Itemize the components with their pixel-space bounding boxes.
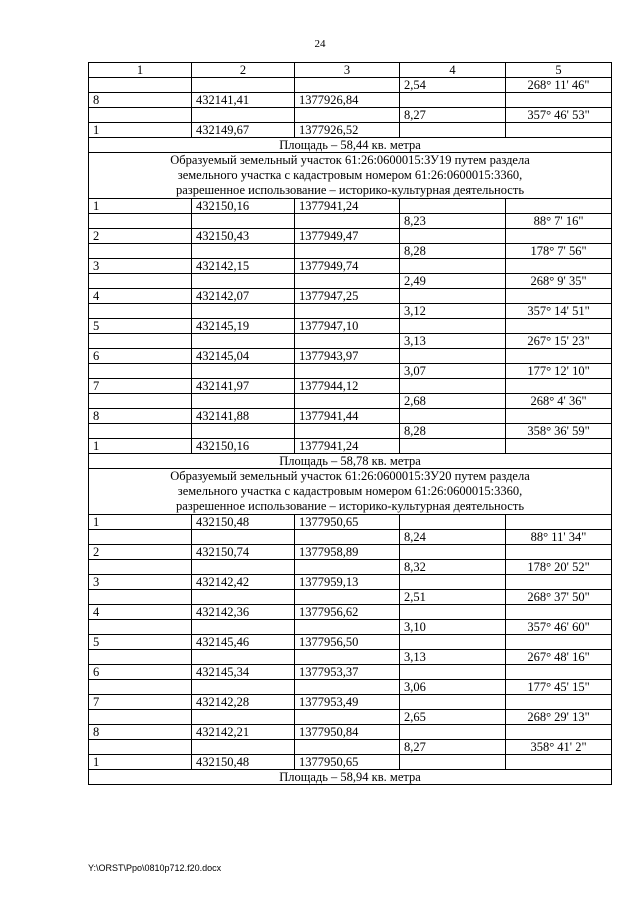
empty-cell xyxy=(89,740,192,755)
empty-cell xyxy=(400,289,506,304)
empty-cell xyxy=(400,605,506,620)
empty-cell xyxy=(89,650,192,665)
description-line: земельного участка с кадастровым номером 61:26:0600015:3360, xyxy=(177,168,523,182)
direction-angle: 88° 11' 34" xyxy=(506,530,612,545)
point-number: 1 xyxy=(89,755,192,770)
empty-cell xyxy=(295,304,400,319)
segment-row xyxy=(89,680,612,695)
empty-cell xyxy=(400,199,506,214)
point-number: 4 xyxy=(89,289,192,304)
direction-angle: 268° 29' 13" xyxy=(506,710,612,725)
point-row xyxy=(89,515,612,530)
empty-cell xyxy=(295,740,400,755)
segment-row xyxy=(89,530,612,545)
direction-angle: 178° 20' 52" xyxy=(506,560,612,575)
direction-angle: 358° 41' 2" xyxy=(506,740,612,755)
point-number: 1 xyxy=(89,123,192,138)
empty-cell xyxy=(192,710,295,725)
area-row xyxy=(89,454,612,469)
coord-y: 1377926,52 xyxy=(295,123,400,138)
coord-x: 432142,42 xyxy=(192,575,295,590)
segment-row xyxy=(89,334,612,349)
header-col-1: 1 xyxy=(89,63,192,78)
empty-cell xyxy=(400,319,506,334)
empty-cell xyxy=(506,123,612,138)
table-body xyxy=(89,78,612,785)
empty-cell xyxy=(89,424,192,439)
empty-cell xyxy=(400,575,506,590)
area-text: Площадь – 58,44 кв. метра xyxy=(89,138,612,153)
coord-y: 1377956,62 xyxy=(295,605,400,620)
coord-y: 1377953,37 xyxy=(295,665,400,680)
coord-y: 1377950,84 xyxy=(295,725,400,740)
empty-cell xyxy=(295,424,400,439)
empty-cell xyxy=(192,620,295,635)
point-row xyxy=(89,605,612,620)
empty-cell xyxy=(295,680,400,695)
empty-cell xyxy=(192,394,295,409)
point-row xyxy=(89,93,612,108)
description-line: земельного участка с кадастровым номером 61:26:0600015:3360, xyxy=(177,484,523,498)
coord-x: 432141,41 xyxy=(192,93,295,108)
point-row xyxy=(89,725,612,740)
point-number: 2 xyxy=(89,229,192,244)
empty-cell xyxy=(89,244,192,259)
empty-cell xyxy=(295,364,400,379)
point-number: 1 xyxy=(89,515,192,530)
empty-cell xyxy=(400,379,506,394)
coord-x: 432145,46 xyxy=(192,635,295,650)
empty-cell xyxy=(506,229,612,244)
segment-length: 3,12 xyxy=(400,304,506,319)
empty-cell xyxy=(295,214,400,229)
coord-x: 432150,16 xyxy=(192,439,295,454)
empty-cell xyxy=(506,695,612,710)
coord-y: 1377941,44 xyxy=(295,409,400,424)
empty-cell xyxy=(295,274,400,289)
segment-length: 2,54 xyxy=(400,78,506,93)
empty-cell xyxy=(400,755,506,770)
empty-cell xyxy=(506,635,612,650)
direction-angle: 268° 9' 35" xyxy=(506,274,612,289)
segment-length: 2,68 xyxy=(400,394,506,409)
header-col-5: 5 xyxy=(506,63,612,78)
point-number: 8 xyxy=(89,93,192,108)
empty-cell xyxy=(295,108,400,123)
coord-y: 1377947,25 xyxy=(295,289,400,304)
segment-length: 3,07 xyxy=(400,364,506,379)
direction-angle: 268° 4' 36" xyxy=(506,394,612,409)
point-number: 3 xyxy=(89,575,192,590)
point-row xyxy=(89,289,612,304)
area-text: Площадь – 58,94 кв. метра xyxy=(89,770,612,785)
empty-cell xyxy=(506,755,612,770)
coord-x: 432149,67 xyxy=(192,123,295,138)
empty-cell xyxy=(400,515,506,530)
point-number: 6 xyxy=(89,349,192,364)
direction-angle: 268° 37' 50" xyxy=(506,590,612,605)
point-number: 7 xyxy=(89,695,192,710)
point-row xyxy=(89,259,612,274)
direction-angle: 178° 7' 56" xyxy=(506,244,612,259)
empty-cell xyxy=(89,590,192,605)
coord-y: 1377941,24 xyxy=(295,199,400,214)
direction-angle: 267° 15' 23" xyxy=(506,334,612,349)
empty-cell xyxy=(192,108,295,123)
coord-y: 1377950,65 xyxy=(295,515,400,530)
point-number: 8 xyxy=(89,409,192,424)
page-number: 24 xyxy=(314,38,326,50)
description-line: разрешенное использование – историко-культурная деятельность xyxy=(175,499,525,513)
empty-cell xyxy=(89,304,192,319)
empty-cell xyxy=(192,650,295,665)
file-path-footer: Y:\ORST\Ppo\0810p712.f20.docx xyxy=(88,863,222,873)
empty-cell xyxy=(506,515,612,530)
empty-cell xyxy=(89,710,192,725)
segment-length: 8,23 xyxy=(400,214,506,229)
segment-length: 3,13 xyxy=(400,334,506,349)
coord-x: 432142,07 xyxy=(192,289,295,304)
parcel-description xyxy=(89,469,612,515)
empty-cell xyxy=(295,530,400,545)
segment-row xyxy=(89,214,612,229)
point-row xyxy=(89,123,612,138)
description-line: Образуемый земельный участок 61:26:0600015:ЗУ20 путем раздела xyxy=(170,469,530,483)
empty-cell xyxy=(89,530,192,545)
empty-cell xyxy=(506,545,612,560)
direction-angle: 177° 45' 15" xyxy=(506,680,612,695)
segment-row xyxy=(89,710,612,725)
point-row xyxy=(89,409,612,424)
empty-cell xyxy=(400,229,506,244)
segment-row xyxy=(89,364,612,379)
segment-length: 2,51 xyxy=(400,590,506,605)
coord-y: 1377941,24 xyxy=(295,439,400,454)
empty-cell xyxy=(192,530,295,545)
segment-length: 8,27 xyxy=(400,108,506,123)
point-row xyxy=(89,665,612,680)
coord-x: 432150,16 xyxy=(192,199,295,214)
segment-length: 3,13 xyxy=(400,650,506,665)
coord-x: 432142,36 xyxy=(192,605,295,620)
header-col-4: 4 xyxy=(400,63,506,78)
coord-y: 1377949,47 xyxy=(295,229,400,244)
area-row xyxy=(89,138,612,153)
coord-x: 432150,43 xyxy=(192,229,295,244)
empty-cell xyxy=(295,710,400,725)
empty-cell xyxy=(192,214,295,229)
empty-cell xyxy=(400,725,506,740)
segment-row xyxy=(89,394,612,409)
point-number: 3 xyxy=(89,259,192,274)
segment-row xyxy=(89,740,612,755)
empty-cell xyxy=(400,349,506,364)
segment-length: 3,10 xyxy=(400,620,506,635)
segment-length: 8,24 xyxy=(400,530,506,545)
description-line: Образуемый земельный участок 61:26:0600015:ЗУ19 путем раздела xyxy=(170,153,530,167)
empty-cell xyxy=(506,379,612,394)
table-header-row xyxy=(89,63,612,78)
coord-y: 1377953,49 xyxy=(295,695,400,710)
empty-cell xyxy=(89,620,192,635)
empty-cell xyxy=(295,244,400,259)
empty-cell xyxy=(89,364,192,379)
empty-cell xyxy=(295,590,400,605)
segment-length: 2,65 xyxy=(400,710,506,725)
coord-y: 1377959,13 xyxy=(295,575,400,590)
point-row xyxy=(89,199,612,214)
segment-row xyxy=(89,424,612,439)
empty-cell xyxy=(192,424,295,439)
point-row xyxy=(89,229,612,244)
segment-row xyxy=(89,304,612,319)
empty-cell xyxy=(295,620,400,635)
empty-cell xyxy=(192,244,295,259)
empty-cell xyxy=(192,274,295,289)
empty-cell xyxy=(506,319,612,334)
empty-cell xyxy=(400,665,506,680)
point-row xyxy=(89,379,612,394)
direction-angle: 268° 11' 46" xyxy=(506,78,612,93)
coord-x: 432142,21 xyxy=(192,725,295,740)
empty-cell xyxy=(400,439,506,454)
coord-y: 1377943,97 xyxy=(295,349,400,364)
coord-y: 1377949,74 xyxy=(295,259,400,274)
point-number: 1 xyxy=(89,199,192,214)
segment-length: 2,49 xyxy=(400,274,506,289)
coord-x: 432150,74 xyxy=(192,545,295,560)
segment-row xyxy=(89,78,612,93)
point-number: 8 xyxy=(89,725,192,740)
segment-row xyxy=(89,650,612,665)
point-row xyxy=(89,439,612,454)
empty-cell xyxy=(192,334,295,349)
empty-cell xyxy=(295,78,400,93)
description-line: разрешенное использование – историко-культурная деятельность xyxy=(175,183,525,197)
coord-y: 1377958,89 xyxy=(295,545,400,560)
direction-angle: 357° 46' 60" xyxy=(506,620,612,635)
coord-y: 1377944,12 xyxy=(295,379,400,394)
parcel-description xyxy=(89,153,612,199)
empty-cell xyxy=(400,93,506,108)
point-row xyxy=(89,349,612,364)
empty-cell xyxy=(506,349,612,364)
empty-cell xyxy=(400,545,506,560)
point-row xyxy=(89,695,612,710)
empty-cell xyxy=(506,725,612,740)
empty-cell xyxy=(506,259,612,274)
point-number: 6 xyxy=(89,665,192,680)
segment-row xyxy=(89,560,612,575)
empty-cell xyxy=(89,274,192,289)
point-number: 4 xyxy=(89,605,192,620)
header-col-2: 2 xyxy=(192,63,295,78)
empty-cell xyxy=(192,590,295,605)
empty-cell xyxy=(506,439,612,454)
empty-cell xyxy=(89,334,192,349)
empty-cell xyxy=(295,334,400,349)
direction-angle: 357° 46' 53" xyxy=(506,108,612,123)
coord-x: 432145,34 xyxy=(192,665,295,680)
coord-x: 432150,48 xyxy=(192,515,295,530)
empty-cell xyxy=(89,560,192,575)
point-number: 5 xyxy=(89,319,192,334)
point-number: 1 xyxy=(89,439,192,454)
point-number: 7 xyxy=(89,379,192,394)
empty-cell xyxy=(506,409,612,424)
header-col-3: 3 xyxy=(295,63,400,78)
point-row xyxy=(89,635,612,650)
empty-cell xyxy=(192,364,295,379)
coord-x: 432145,19 xyxy=(192,319,295,334)
empty-cell xyxy=(192,304,295,319)
empty-cell xyxy=(192,78,295,93)
empty-cell xyxy=(89,394,192,409)
coord-x: 432142,28 xyxy=(192,695,295,710)
segment-length: 8,32 xyxy=(400,560,506,575)
coord-y: 1377947,10 xyxy=(295,319,400,334)
point-number: 5 xyxy=(89,635,192,650)
empty-cell xyxy=(506,575,612,590)
direction-angle: 357° 14' 51" xyxy=(506,304,612,319)
empty-cell xyxy=(506,199,612,214)
empty-cell xyxy=(295,560,400,575)
direction-angle: 88° 7' 16" xyxy=(506,214,612,229)
empty-cell xyxy=(295,394,400,409)
direction-angle: 358° 36' 59" xyxy=(506,424,612,439)
segment-length: 8,27 xyxy=(400,740,506,755)
direction-angle: 267° 48' 16" xyxy=(506,650,612,665)
empty-cell xyxy=(506,93,612,108)
segment-row xyxy=(89,244,612,259)
empty-cell xyxy=(506,665,612,680)
empty-cell xyxy=(506,605,612,620)
coord-y: 1377956,50 xyxy=(295,635,400,650)
empty-cell xyxy=(192,740,295,755)
empty-cell xyxy=(192,680,295,695)
segment-row xyxy=(89,590,612,605)
coordinates-table xyxy=(88,62,612,785)
coord-x: 432142,15 xyxy=(192,259,295,274)
parcel-description-row xyxy=(89,469,612,515)
segment-row xyxy=(89,274,612,289)
segment-length: 8,28 xyxy=(400,424,506,439)
point-row xyxy=(89,575,612,590)
direction-angle: 177° 12' 10" xyxy=(506,364,612,379)
segment-length: 3,06 xyxy=(400,680,506,695)
empty-cell xyxy=(295,650,400,665)
point-row xyxy=(89,319,612,334)
point-row xyxy=(89,545,612,560)
area-row xyxy=(89,770,612,785)
segment-length: 8,28 xyxy=(400,244,506,259)
empty-cell xyxy=(89,680,192,695)
parcel-description-row xyxy=(89,153,612,199)
empty-cell xyxy=(89,78,192,93)
empty-cell xyxy=(400,635,506,650)
coord-x: 432141,88 xyxy=(192,409,295,424)
coord-y: 1377926,84 xyxy=(295,93,400,108)
segment-row xyxy=(89,108,612,123)
coord-y: 1377950,65 xyxy=(295,755,400,770)
empty-cell xyxy=(506,289,612,304)
segment-row xyxy=(89,620,612,635)
empty-cell xyxy=(400,695,506,710)
coord-x: 432141,97 xyxy=(192,379,295,394)
empty-cell xyxy=(400,123,506,138)
empty-cell xyxy=(192,560,295,575)
point-number: 2 xyxy=(89,545,192,560)
coord-x: 432150,48 xyxy=(192,755,295,770)
empty-cell xyxy=(400,259,506,274)
empty-cell xyxy=(89,108,192,123)
coord-x: 432145,04 xyxy=(192,349,295,364)
empty-cell xyxy=(400,409,506,424)
empty-cell xyxy=(89,214,192,229)
area-text: Площадь – 58,78 кв. метра xyxy=(89,454,612,469)
point-row xyxy=(89,755,612,770)
